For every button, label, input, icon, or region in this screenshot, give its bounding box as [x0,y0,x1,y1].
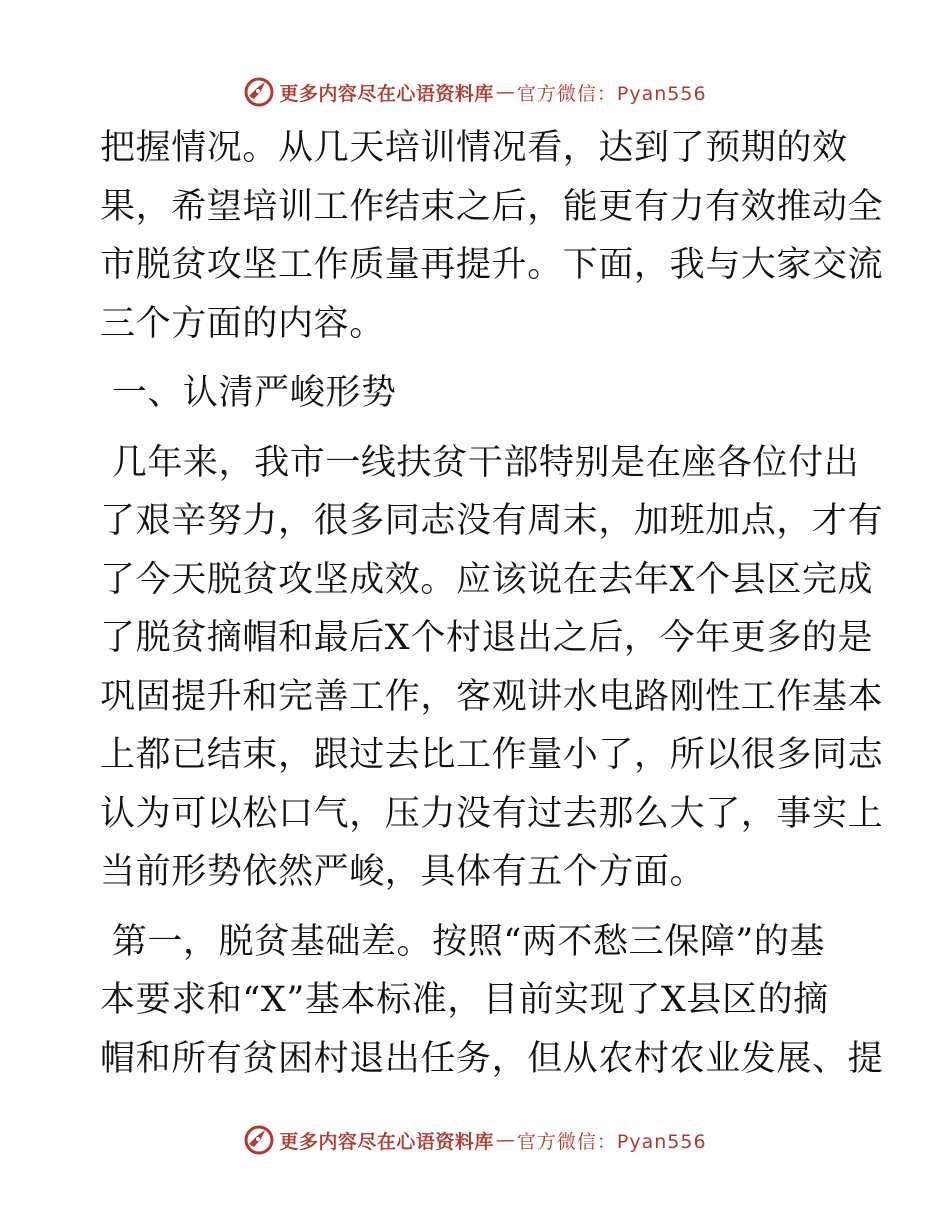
text-line: 上都已结束，跟过去比工作量小了，所以很多同志 [100,735,884,775]
text-line: 几年来，我市一线扶贫干部特别是在座各位付出 [100,442,860,483]
text-line: 三个方面的内容。 [100,303,385,344]
text-line: 了艰辛努力，很多同志没有周末，加班加点，才有 [100,501,884,541]
header-banner-separator: — [495,81,515,103]
footer-banner-text: 更多内容尽在心语资料库 [279,1130,494,1153]
text-line: 当前形势依然严峻，具体有五个方面。 [100,852,706,892]
footer-banner-separator: — [495,1129,515,1151]
footer-banner-wechat: 官方微信：Pyan556 [516,1130,707,1153]
document-body [100,119,884,1088]
paragraph-intro [100,119,884,353]
pen-nib-logo [243,76,275,108]
text-line: 把握情况。从几天培训情况看，达到了预期的效 [100,128,848,168]
text-line: 了脱贫摘帽和最后X个村退出之后，今年更多的是 [100,618,874,658]
text-line: 果，希望培训工作结束之后，能更有力有效推动全 [100,186,884,227]
text-line: 认为可以松口气，压力没有过去那么大了，事实上 [100,793,884,834]
pen-nib-logo [243,1124,275,1156]
header-banner-wechat: 官方微信：Pyan556 [516,82,707,105]
text-line: 了今天脱贫攻坚成效。应该说在去年X个县区完成 [100,559,874,600]
section-heading: 一、认清严峻形势 [100,373,397,413]
text-line: 巩固提升和完善工作，客观讲水电路刚性工作基本 [100,676,884,717]
paragraph-situation [100,434,884,902]
header-banner-text: 更多内容尽在心语资料库 [279,82,494,105]
header-banner [0,72,950,112]
footer-banner [0,1120,950,1160]
text-line: 第一，脱贫基础差。按照“两不愁三保障”的基 [100,921,826,962]
text-line: 本要求和“X”基本标准，目前实现了X县区的摘 [100,980,829,1020]
text-line: 帽和所有贫困村退出任务，但从农村农业发展、提 [100,1038,884,1079]
paragraph-point-one [100,913,884,1089]
text-line: 市脱贫攻坚工作质量再提升。下面，我与大家交流 [100,245,884,285]
